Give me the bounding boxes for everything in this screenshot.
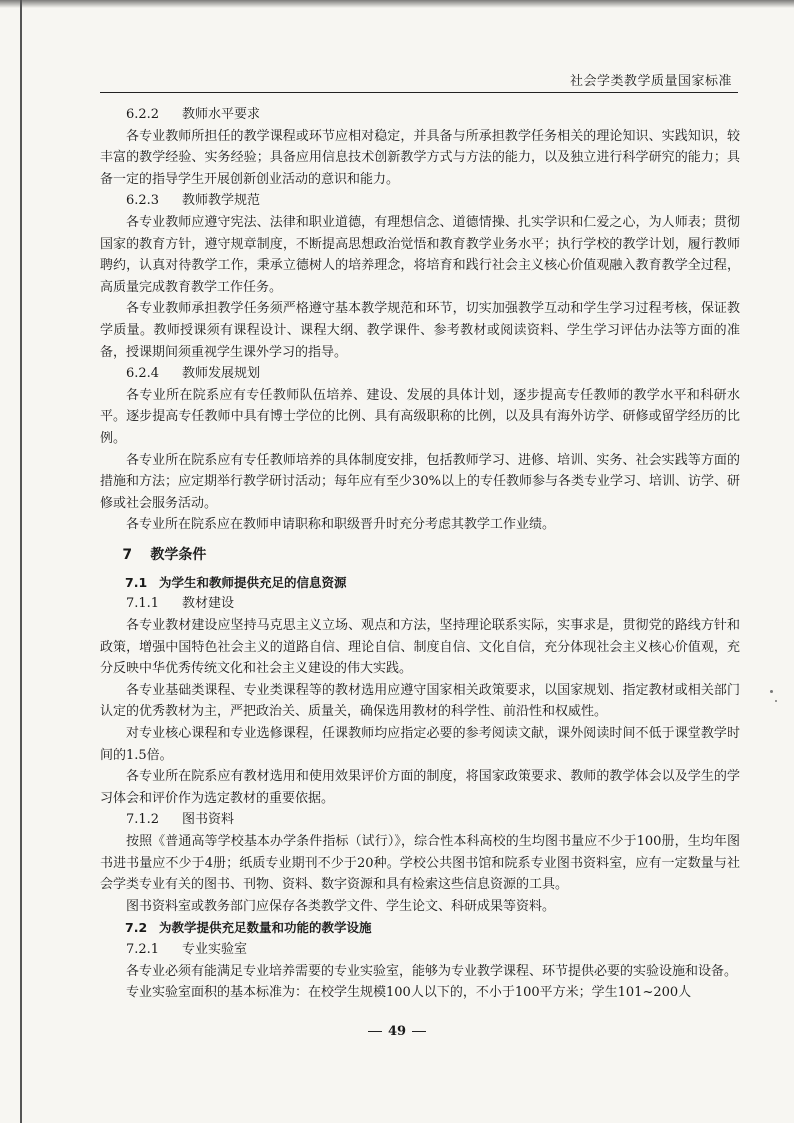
binding-edge-line [20, 0, 22, 1123]
heading-number: 7.2.1 [126, 941, 160, 957]
paragraph: 按照《普通高等学校基本办学条件指标（试行）》，综合性本科高校的生均图书量应不少于100册，生均年图书进书量应不少于4册；纸质专业期刊不少于20种。学校公共图书馆和院系专业图书资料室，应有一定数量与社会学类专业有关的图书、刊物、资料、数字资源和具有检索这些信息资源的工具。 [100, 834, 740, 893]
heading-number: 7.1.1 [126, 596, 160, 612]
subsection-heading [100, 190, 740, 212]
scan-speck [775, 700, 777, 702]
paragraph: 各专业必须有能满足专业培养需要的专业实验室，能够为专业教学课程、环节提供必要的实验设施和设备。 [126, 963, 738, 979]
paragraph: 专业实验室面积的基本标准为：在校学生规模100人以下的，不小于100平方米；学生101~200人 [126, 985, 692, 1001]
subsection-heading [100, 593, 740, 615]
heading-title: 教师教学规范 [182, 193, 261, 209]
footer-dash-right [412, 1031, 426, 1033]
heading-number: 6.2.3 [126, 193, 160, 209]
subsection-heading [100, 809, 740, 831]
paragraph: 各专业教师承担教学任务须严格遵守基本教学规范和环节，切实加强教学互动和学生学习过程考核，保证教学质量。教师授课须有课程设计、课程大纲、教学课件、参考教材或阅读资料、学生学习评估办法等方面的准备，授课期间须重视学生课外学习的指导。 [100, 301, 740, 360]
heading-title: 教材建设 [182, 596, 235, 612]
chapter-heading [100, 540, 740, 570]
paragraph: 各专业所在院系应在教师申请职称和职级晋升时充分考虑其教学工作业绩。 [126, 517, 556, 533]
paragraph: 各专业教师所担任的教学课程或环节应相对稳定，并具备与所承担教学任务相关的理论知识、实践知识，较丰富的教学经验、实务经验；具备应用信息技术创新教学方式与方法的能力，以及独立进行科学研究的能力；具备一定的指导学生开展创新创业活动的意识和能力。 [100, 128, 740, 187]
heading-title: 为教学提供充足数量和功能的教学设施 [159, 920, 372, 936]
paragraph: 图书资料室或教务部门应保存各类教学文件、学生论文、科研成果等资料。 [126, 898, 556, 914]
section-heading [100, 572, 740, 594]
running-header-title: 社会学类教学质量国家标准 [569, 74, 732, 89]
heading-title: 教学条件 [150, 546, 207, 563]
heading-title: 图书资料 [182, 812, 235, 828]
footer-dash-left [368, 1031, 382, 1033]
paragraph: 各专业所在院系应有专任教师队伍培养、建设、发展的具体计划，逐步提高专任教师的教学水平和科研水平。逐步提高专任教师中具有博士学位的比例、具有高级职称的比例，以及具有海外访学、研修或留学经历的比例。 [100, 387, 740, 446]
section-heading [100, 917, 740, 939]
paragraph: 对专业核心课程和专业选修课程，任课教师均应指定必要的参考阅读文献，课外阅读时间不低于课堂教学时间的1.5倍。 [100, 726, 740, 763]
paragraph: 各专业所在院系应有专任教师培养的具体制度安排，包括教师学习、进修、培训、实务、社会实践等方面的措施和方法；应定期举行教学研讨活动；每年应有至少30%以上的专任教师参与各类专业学习、培训、访学、研修或社会服务活动。 [100, 452, 740, 511]
heading-title: 教师发展规划 [182, 366, 261, 382]
heading-number: 6.2.4 [126, 366, 160, 382]
paragraph: 各专业教师应遵守宪法、法律和职业道德，有理想信念、道德情操、扎实学识和仁爱之心，为人师表；贯彻国家的教育方针，遵守规章制度，不断提高思想政治觉悟和教育教学业务水平；执行学校的教学计划，履行教师聘约，认真对待教学工作，秉承立德树人的培养理念，将培育和践行社会主义核心价值观融入教育教学全过程，高质量完成教育教学工作任务。 [100, 214, 740, 295]
heading-number: 7.2 [125, 920, 148, 936]
running-header [100, 60, 738, 93]
paragraph: 各专业基础类课程、专业类课程等的教材选用应遵守国家相关政策要求，以国家规划、指定教材或相关部门认定的优秀教材为主，严把政治关、质量关，确保选用教材的科学性、前沿性和权威性。 [100, 682, 740, 720]
page-footer [0, 1024, 794, 1039]
heading-number: 7.1 [125, 574, 148, 590]
document-body [100, 104, 740, 1004]
scan-top-shadow [0, 0, 794, 8]
heading-number: 7.1.2 [126, 812, 160, 828]
heading-title: 专业实验室 [182, 941, 248, 957]
page-number: 49 [387, 1024, 407, 1039]
heading-number: 6.2.2 [126, 107, 160, 122]
subsection-heading [100, 363, 740, 385]
subsection-heading [100, 104, 740, 126]
subsection-heading [100, 939, 740, 961]
heading-title: 教师水平要求 [182, 107, 261, 122]
heading-title: 为学生和教师提供充足的信息资源 [159, 574, 347, 590]
paragraph: 各专业教材建设应坚持马克思主义立场、观点和方法，坚持理论联系实际，实事求是，贯彻党的路线方针和政策，增强中国特色社会主义的道路自信、理论自信、制度自信、文化自信，充分体现社会主义核心价值观，充分反映中华优秀传统文化和社会主义建设的伟大实践。 [100, 618, 740, 677]
heading-number: 7 [122, 546, 133, 563]
paragraph: 各专业所在院系应有教材选用和使用效果评价方面的制度，将国家政策要求、教师的教学体会以及学生的学习体会和评价作为选定教材的重要依据。 [100, 769, 740, 806]
scan-speck [770, 690, 773, 693]
